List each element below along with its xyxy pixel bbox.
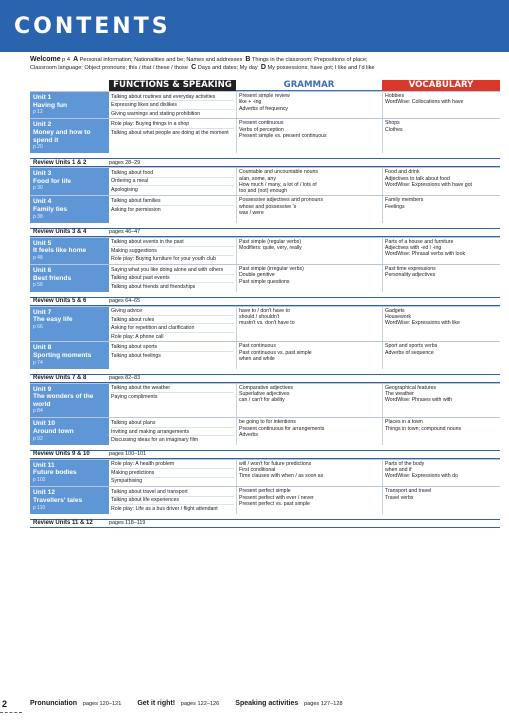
unit-label — [30, 342, 109, 368]
vocabulary-item: WordWise: Collocations with have — [385, 99, 464, 106]
functions-item: Paying compliments — [111, 393, 158, 400]
unit-number: Unit 5 — [33, 239, 52, 247]
vocabulary-cell — [382, 460, 500, 486]
functions-item: Making predictions — [111, 469, 234, 477]
vocabulary-cell — [382, 265, 500, 291]
unit-number: Unit 10 — [33, 420, 55, 428]
grammar-item: How much / many, a lot of / lots of — [239, 181, 317, 188]
vocabulary-item: WordWise: Expressions with like — [385, 320, 460, 327]
unit-number: Unit 3 — [33, 170, 52, 178]
grammar-item: Past continuous — [239, 343, 276, 350]
unit-page: p 20 — [33, 144, 43, 151]
grammar-item: Present simple review — [239, 93, 290, 99]
vocabulary-item: Travel verbs — [385, 494, 414, 501]
grammar-item: a/an, some, any — [239, 175, 276, 182]
vocabulary-column-header: VOCABULARY — [382, 80, 500, 91]
grammar-item: Present perfect vs. past simple — [239, 500, 310, 507]
unit-row — [30, 91, 500, 118]
unit-name: The wonders of the world — [33, 393, 94, 408]
unit-page: p 74 — [33, 359, 43, 366]
functions-item: Talking about feelings — [111, 352, 161, 359]
unit-name: Sporting moments — [33, 352, 92, 360]
vocabulary-cell — [382, 418, 500, 444]
pronunciation-pages: pages 120–121 — [82, 701, 122, 707]
grammar-item: Possessive adjectives and pronouns — [239, 197, 323, 204]
functions-item: Ordering a meal — [111, 178, 234, 186]
vocabulary-item: Clothes — [385, 126, 403, 133]
review-pages: pages 118–119 — [109, 520, 146, 527]
grammar-cell — [236, 384, 382, 418]
welcome-c: C — [191, 64, 197, 72]
grammar-cell — [236, 238, 382, 264]
footer — [30, 700, 500, 707]
grammar-item: be going to for intentions — [239, 419, 296, 426]
functions-item: Role play: Buying furniture for your youth club — [111, 256, 216, 263]
grammar-item: can / can't for ability — [239, 397, 285, 404]
functions-item: Talking about friends and friendships — [111, 283, 196, 290]
grammar-cell — [236, 487, 382, 513]
functions-item: Talking about plans — [111, 419, 234, 427]
functions-item: Sympathising — [111, 478, 143, 485]
grammar-item: Superlative adjectives — [239, 390, 290, 397]
unit-name: Best friends — [33, 274, 72, 282]
page-title: CONTENTS — [14, 14, 171, 39]
unit-name: Family ties — [33, 206, 68, 214]
unit-name: Having fun — [33, 101, 68, 109]
functions-cell — [109, 196, 236, 222]
vocabulary-item: when and if — [385, 467, 412, 474]
review-pages: pages 64–65 — [109, 298, 141, 305]
functions-cell — [109, 487, 236, 513]
grammar-item: was / were — [239, 210, 264, 217]
vocabulary-item: WordWise: Expressions with have got — [385, 181, 472, 188]
vocabulary-cell — [382, 168, 500, 195]
functions-cell — [109, 307, 236, 342]
grammar-item: Present simple vs. present continuous — [239, 133, 327, 140]
vocabulary-item: Parts of the body — [385, 460, 425, 467]
vocabulary-item: Personality adjectives — [385, 272, 436, 279]
functions-cell — [109, 92, 236, 118]
grammar-cell — [236, 460, 382, 486]
grammar-item: mustn't vs. don't have to — [239, 320, 295, 327]
welcome-c-text: Days and dates; My day — [197, 65, 258, 72]
unit-label — [30, 265, 109, 291]
grammar-item: too and (not) enough — [239, 188, 288, 195]
unit-page: p 92 — [33, 435, 43, 442]
unit-name: Money and how to spend it — [33, 129, 91, 144]
contents-table — [30, 91, 500, 528]
welcome-page: p 4 — [62, 57, 70, 63]
functions-cell — [109, 418, 236, 444]
unit-number: Unit 8 — [33, 344, 52, 352]
functions-cell — [109, 119, 236, 153]
unit-row — [30, 486, 500, 513]
functions-cell — [109, 168, 236, 195]
unit-label — [30, 92, 109, 118]
vocabulary-item: Transport and travel — [385, 488, 432, 495]
vocabulary-item: Housework — [385, 313, 411, 320]
grammar-item: Comparative adjectives — [239, 384, 293, 391]
unit-label — [30, 384, 109, 418]
unit-label — [30, 238, 109, 264]
unit-number: Unit 4 — [33, 198, 52, 206]
vocabulary-cell — [382, 92, 500, 118]
unit-name: Future bodies — [33, 469, 77, 477]
unit-name: Around town — [33, 428, 74, 436]
grammar-item: Present perfect simple — [239, 488, 291, 495]
functions-item: Making suggestions — [111, 247, 234, 255]
vocabulary-cell — [382, 342, 500, 368]
review-pages: pages 28–29 — [109, 159, 141, 166]
unit-row — [30, 195, 500, 222]
unit-row — [30, 118, 500, 153]
welcome-d: D — [260, 64, 266, 72]
vocabulary-item: Family members — [385, 197, 424, 204]
unit-number: Unit 11 — [33, 461, 55, 469]
vocabulary-item: WordWise: Phrases with with — [385, 397, 453, 404]
unit-number: Unit 1 — [33, 94, 52, 101]
review-label: Review Units 5 & 6 — [33, 298, 87, 305]
welcome-a: A — [73, 56, 79, 63]
unit-row — [30, 417, 500, 444]
footer-get-it-right — [137, 700, 219, 707]
unit-row — [30, 459, 500, 486]
unit-page: p 38 — [33, 213, 43, 220]
vocabulary-item: Food and drink — [385, 169, 420, 176]
vocabulary-cell — [382, 487, 500, 513]
grammar-item: Modifiers: quite, very, really — [239, 244, 302, 251]
unit-page: p 102 — [33, 477, 46, 484]
get-it-right-pages: pages 122–126 — [180, 701, 220, 707]
welcome-b: B — [245, 56, 251, 63]
functions-item: Giving warnings and stating prohibition — [111, 110, 201, 117]
functions-cell — [109, 342, 236, 368]
vocabulary-item: Adverbs of sequence — [385, 349, 434, 356]
functions-item: Role play: Life as a bus driver / flight attendant — [111, 505, 218, 512]
unit-label — [30, 196, 109, 222]
vocabulary-item: Geographical features — [385, 384, 437, 391]
unit-number: Unit 12 — [33, 489, 55, 497]
unit-label — [30, 487, 109, 513]
review-row — [30, 450, 500, 459]
review-label: Review Units 11 & 12 — [33, 520, 93, 527]
grammar-item: Present perfect with ever / never — [239, 494, 314, 501]
welcome-line2: Classroom language; Object pronouns; this / that / these / those — [30, 65, 188, 72]
unit-page: p 66 — [33, 323, 43, 330]
welcome-a-text: Personal information; Nationalities and be; Names and addresses — [79, 57, 243, 63]
vocabulary-item: Past time expressions — [385, 266, 436, 273]
grammar-item: will / won't for future predictions — [239, 460, 312, 467]
grammar-item: Present continuous for arrangements — [239, 425, 325, 432]
review-label: Review Units 7 & 8 — [33, 375, 87, 382]
functions-item: Giving advice — [111, 308, 234, 316]
unit-page: p 110 — [33, 504, 46, 511]
grammar-item: Past simple (irregular verbs) — [239, 266, 304, 273]
review-row — [30, 297, 500, 306]
grammar-item: like + -ing — [239, 99, 262, 106]
grammar-cell — [236, 307, 382, 342]
vocabulary-item: Sport and sports verbs — [385, 343, 438, 350]
grammar-cell — [236, 168, 382, 195]
unit-page: p 12 — [33, 109, 43, 116]
unit-label — [30, 418, 109, 444]
functions-item: Talking about food — [111, 169, 234, 177]
vocabulary-item: Gadgets — [385, 307, 405, 314]
review-row — [30, 228, 500, 237]
functions-item: Talking about events in the past — [111, 239, 234, 247]
vocabulary-cell — [382, 196, 500, 222]
get-it-right-label: Get it right! — [137, 700, 176, 707]
unit-name: It feels like home — [33, 247, 87, 255]
functions-item: Talking about travel and transport — [111, 488, 234, 496]
unit-label — [30, 168, 109, 195]
functions-item: Talking about sports — [111, 343, 234, 351]
vocabulary-item: Places in a town — [385, 419, 423, 426]
unit-page: p 84 — [33, 408, 43, 415]
unit-name: Food for life — [33, 177, 72, 185]
review-pages: pages 100–101 — [109, 451, 147, 458]
functions-cell — [109, 384, 236, 418]
grammar-item: when and while — [239, 356, 275, 363]
footer-pronunciation — [30, 700, 121, 707]
grammar-item: Present continuous — [239, 120, 284, 127]
grammar-item: Time clauses with when / as soon as — [239, 473, 324, 480]
grammar-item: should / shouldn't — [239, 313, 280, 320]
unit-label — [30, 307, 109, 342]
grammar-cell — [236, 342, 382, 368]
functions-item: Talking about past events — [111, 275, 234, 283]
pronunciation-label: Pronunciation — [30, 700, 78, 707]
functions-item: Discussing ideas for an imaginary film — [111, 436, 199, 443]
review-pages: pages 82–83 — [109, 375, 141, 382]
vocabulary-item: Shops — [385, 120, 400, 127]
functions-item: Talking about families — [111, 197, 234, 205]
functions-cell — [109, 265, 236, 291]
grammar-cell — [236, 196, 382, 222]
unit-row — [30, 383, 500, 418]
vocabulary-cell — [382, 238, 500, 264]
review-label: Review Units 9 & 10 — [33, 451, 90, 458]
welcome-label: Welcome — [30, 56, 61, 63]
vocabulary-cell — [382, 384, 500, 418]
grammar-item: Adverbs — [239, 432, 259, 439]
grammar-cell — [236, 265, 382, 291]
vocabulary-item: Parts of a house and furniture — [385, 238, 454, 245]
review-row — [30, 374, 500, 383]
vocabulary-item: Hobbies — [385, 93, 405, 99]
speaking-label: Speaking activities — [235, 700, 299, 707]
grammar-item: Double genitive — [239, 272, 275, 279]
page-number: 2 — [2, 699, 8, 709]
functions-item: Talking about rules — [111, 316, 234, 324]
vocabulary-cell — [382, 307, 500, 342]
review-label: Review Units 1 & 2 — [33, 159, 87, 166]
functions-item: Role play: A phone call — [111, 333, 164, 340]
vocabulary-item: Adjectives to talk about food — [385, 175, 450, 182]
unit-name: Travellers' tales — [33, 496, 83, 504]
review-pages: pages 46–47 — [109, 229, 141, 236]
unit-row — [30, 237, 500, 264]
unit-number: Unit 2 — [33, 121, 52, 129]
functions-item: Talking about routines and everyday activities — [111, 93, 234, 101]
grammar-item: Verbs of perception — [239, 126, 284, 133]
vocabulary-item: The weather — [385, 390, 414, 397]
speaking-pages: pages 127–128 — [303, 701, 343, 707]
grammar-item: Past simple questions — [239, 278, 290, 285]
unit-page: p 48 — [33, 254, 43, 261]
unit-label — [30, 460, 109, 486]
review-row — [30, 158, 500, 167]
unit-row — [30, 306, 500, 342]
welcome-d-text: My possessions; have got; I like and I'd like — [267, 65, 375, 72]
functions-item: Asking for permission — [111, 206, 161, 213]
functions-item: Role play: Buying things in a shop — [111, 120, 234, 128]
functions-column-header: FUNCTIONS & SPEAKING — [109, 80, 236, 91]
vocabulary-item: Adjectives with -ed / -ing — [385, 244, 442, 251]
vocabulary-item: Feelings — [385, 203, 405, 210]
unit-label — [30, 119, 109, 153]
vocabulary-cell — [382, 119, 500, 153]
functions-item: Talking about life experiences — [111, 497, 234, 505]
grammar-cell — [236, 92, 382, 118]
grammar-item: Past simple (regular verbs) — [239, 238, 301, 245]
unit-row — [30, 167, 500, 195]
unit-page: p 30 — [33, 185, 43, 192]
contents-banner — [0, 0, 509, 52]
functions-item: Expressing likes and dislikes — [111, 101, 234, 109]
functions-item: Apologising — [111, 186, 138, 193]
functions-cell — [109, 238, 236, 264]
page-number-rule — [0, 712, 22, 713]
unit-row — [30, 341, 500, 368]
footer-speaking — [235, 700, 342, 707]
grammar-cell — [236, 119, 382, 153]
functions-item: Role play: A health problem — [111, 461, 234, 469]
vocabulary-item: Things in town; compound nouns — [385, 425, 462, 432]
functions-item: Talking about the weather — [111, 385, 234, 393]
unit-number: Unit 6 — [33, 267, 52, 275]
unit-number: Unit 9 — [33, 385, 52, 393]
review-row — [30, 519, 500, 528]
grammar-item: First conditional — [239, 467, 276, 474]
review-label: Review Units 3 & 4 — [33, 229, 87, 236]
grammar-item: Countable and uncountable nouns — [239, 169, 319, 176]
functions-cell — [109, 460, 236, 486]
functions-item: Talking about what people are doing at the moment — [111, 129, 229, 136]
vocabulary-item: WordWise: Expressions with do — [385, 473, 458, 480]
welcome-b-text: Things in the classroom; Prepositions of place; — [251, 57, 368, 63]
grammar-item: have to / don't have to — [239, 307, 290, 314]
unit-name: The easy life — [33, 316, 73, 324]
welcome-section — [30, 56, 500, 72]
grammar-item: Adverbs of frequency — [239, 105, 289, 112]
unit-number: Unit 7 — [33, 308, 52, 316]
grammar-cell — [236, 418, 382, 444]
unit-page: p 56 — [33, 282, 43, 289]
vocabulary-item: WordWise: Phrasal verbs with look — [385, 251, 466, 258]
unit-row — [30, 264, 500, 291]
functions-item: Saying what you like doing alone and with others — [111, 266, 234, 274]
functions-item: Inviting and making arrangements — [111, 428, 234, 436]
grammar-item: Past continuous vs. past simple — [239, 349, 312, 356]
functions-item: Asking for repetition and clarification — [111, 324, 234, 332]
grammar-item: whose and possessive 's — [239, 203, 297, 210]
grammar-column-header: GRAMMAR — [236, 80, 382, 91]
